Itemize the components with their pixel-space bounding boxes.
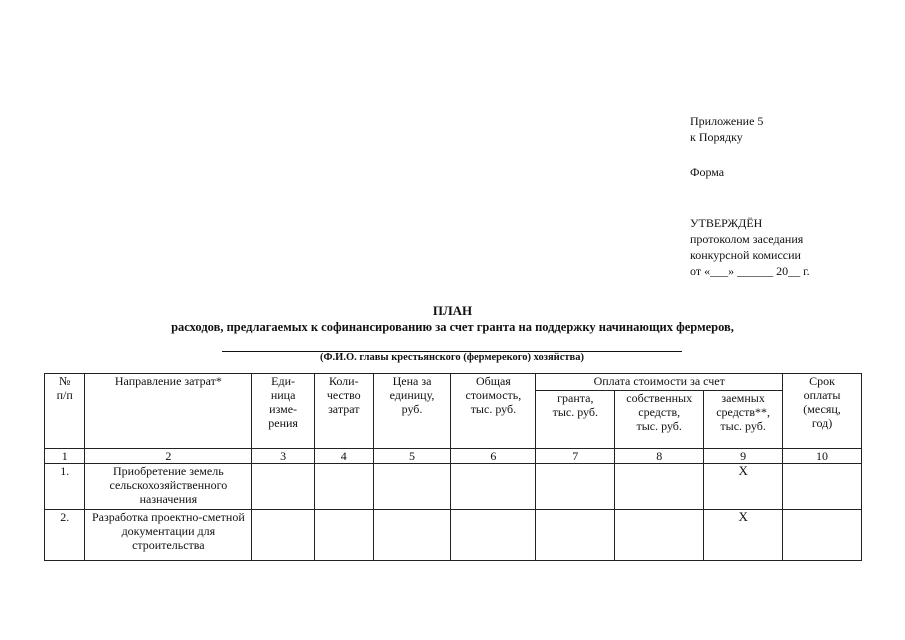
appendix-block [690, 113, 810, 279]
table-row [45, 510, 862, 561]
cell-own-funds [615, 510, 704, 561]
row-direction: Разработка проектно-сметной документации для строительства [85, 510, 252, 561]
column-number: 1 [45, 449, 85, 464]
cell-own-funds [615, 464, 704, 510]
cell-total [451, 510, 536, 561]
table-row [45, 464, 862, 510]
cell-borrowed-funds: Х [704, 464, 783, 510]
header-payment-group: Оплата стоимости за счет [536, 374, 783, 391]
column-number: 6 [451, 449, 536, 464]
approved-title: УТВЕРЖДЁН [690, 216, 763, 230]
column-number: 3 [252, 449, 315, 464]
cell-unit [252, 510, 315, 561]
cell-grant [536, 464, 615, 510]
cell-grant [536, 510, 615, 561]
header-borrowed-funds: заемных средств**, тыс. руб. [704, 390, 783, 448]
cell-price [373, 464, 451, 510]
cell-term [783, 464, 862, 510]
column-numbers-row [45, 449, 862, 464]
header-unit: Еди- ница изме- рения [252, 374, 315, 449]
plan-subtitle: расходов, предлагаемых к софинансированию за счет гранта на поддержку начинающих фермеров, [171, 320, 734, 334]
cell-term [783, 510, 862, 561]
header-quantity: Коли- чество затрат [314, 374, 373, 449]
column-number: 7 [536, 449, 615, 464]
header-grant: гранта, тыс. руб. [536, 390, 615, 448]
column-number: 5 [373, 449, 451, 464]
cell-price [373, 510, 451, 561]
column-number: 10 [783, 449, 862, 464]
column-number: 2 [85, 449, 252, 464]
header-direction: Направление затрат* [85, 374, 252, 449]
header-price: Цена за единицу, руб. [373, 374, 451, 449]
row-number: 2. [45, 510, 85, 561]
cell-unit [252, 464, 315, 510]
form-label: Форма [690, 165, 725, 179]
plan-title: ПЛАН [432, 303, 473, 318]
header-term: Срок оплаты (месяц, год) [783, 374, 862, 449]
appendix-line-1: Приложение 5 [690, 114, 764, 128]
row-direction: Приобретение земель сельскохозяйственного назначения [85, 464, 252, 510]
fio-caption: (Ф.И.О. главы крестьянского (фермерекого) хозяйства) [320, 352, 584, 363]
column-number: 9 [704, 449, 783, 464]
approved-line-2: конкурсной комиссии [690, 248, 801, 262]
row-number: 1. [45, 464, 85, 510]
header-num: № п/п [45, 374, 85, 449]
cell-quantity [314, 510, 373, 561]
approved-line-1: протоколом заседания [690, 232, 804, 246]
cell-total [451, 464, 536, 510]
header-own-funds: собственных средств, тыс. руб. [615, 390, 704, 448]
appendix-line-2: к Порядку [690, 130, 743, 144]
approved-line-3: от «___» ______ 20__ г. [690, 264, 810, 278]
column-number: 4 [314, 449, 373, 464]
column-number: 8 [615, 449, 704, 464]
header-total: Общая стоимость, тыс. руб. [451, 374, 536, 449]
cell-borrowed-funds: Х [704, 510, 783, 561]
cell-quantity [314, 464, 373, 510]
expense-plan-table [44, 373, 862, 561]
